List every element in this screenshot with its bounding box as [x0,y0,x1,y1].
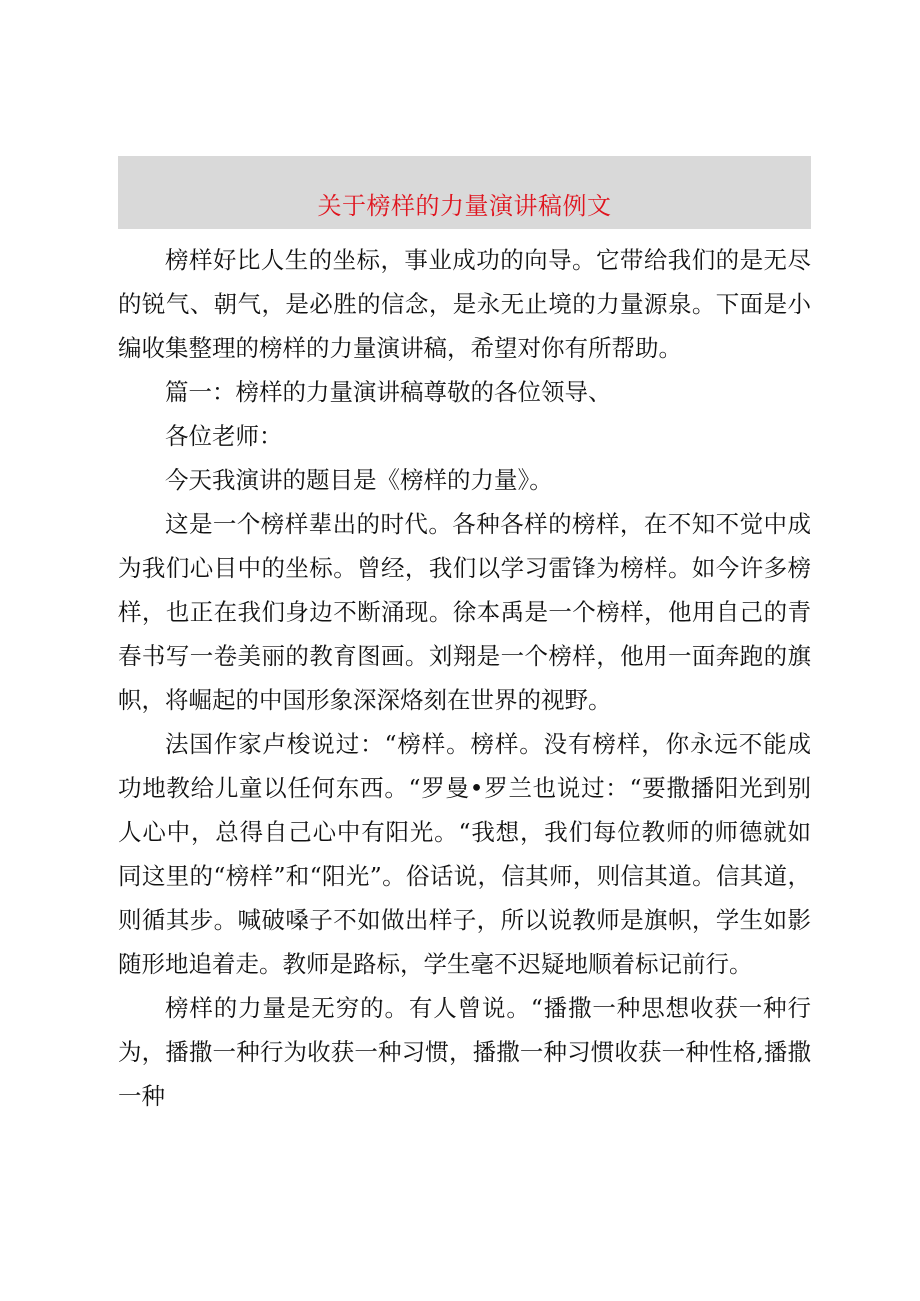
paragraph-era: 这是一个榜样辈出的时代。各种各样的榜样，在不知不觉中成为我们心目中的坐标。曾经，我们以学习雷锋为榜样。如今许多榜样，也正在我们身边不断涌现。徐本禹是一个榜样，他用自己的青春书写一卷美丽的教育图画。刘翔是一个榜样，他用一面奔跑的旗帜，将崛起的中国形象深深烙刻在世界的视野。 [118,510,811,714]
paragraph-salutation: 各位老师： [165,422,283,450]
paragraph-topic: 今天我演讲的题目是《榜样的力量》。 [165,466,553,494]
paragraph-quotes: 法国作家卢梭说过：“榜样。榜样。没有榜样，你永远不能成功地教给儿童以任何东西。“罗曼•罗兰也说过：“要撒播阳光到别人心中，总得自己心中有阳光。“我想，我们每位教师的师德就如同这里的“榜样”和“阳光”。俗话说，信其师，则信其道。信其道，则循其步。喊破嗓子不如做出样子，所以说教师是旗帜，学生如影随形地追着走。教师是路标，学生毫不迟疑地顺着标记前行。 [118,730,811,978]
paragraph-section-heading: 篇一：榜样的力量演讲稿尊敬的各位领导、 [165,378,612,406]
document-body [118,238,811,1118]
paragraph-power: 榜样的力量是无穷的。有人曾说。“播撒一种思想收获一种行为，播撒一种行为收获一种习惯，播撒一种习惯收获一种性格,播撒一种 [118,994,811,1110]
document-title: 关于榜样的力量演讲稿例文 [317,192,612,220]
paragraph-intro: 榜样好比人生的坐标，事业成功的向导。它带给我们的是无尽的锐气、朝气，是必胜的信念，是永无止境的力量源泉。下面是小编收集整理的榜样的力量演讲稿，希望对你有所帮助。 [118,246,811,362]
title-band [118,156,811,229]
